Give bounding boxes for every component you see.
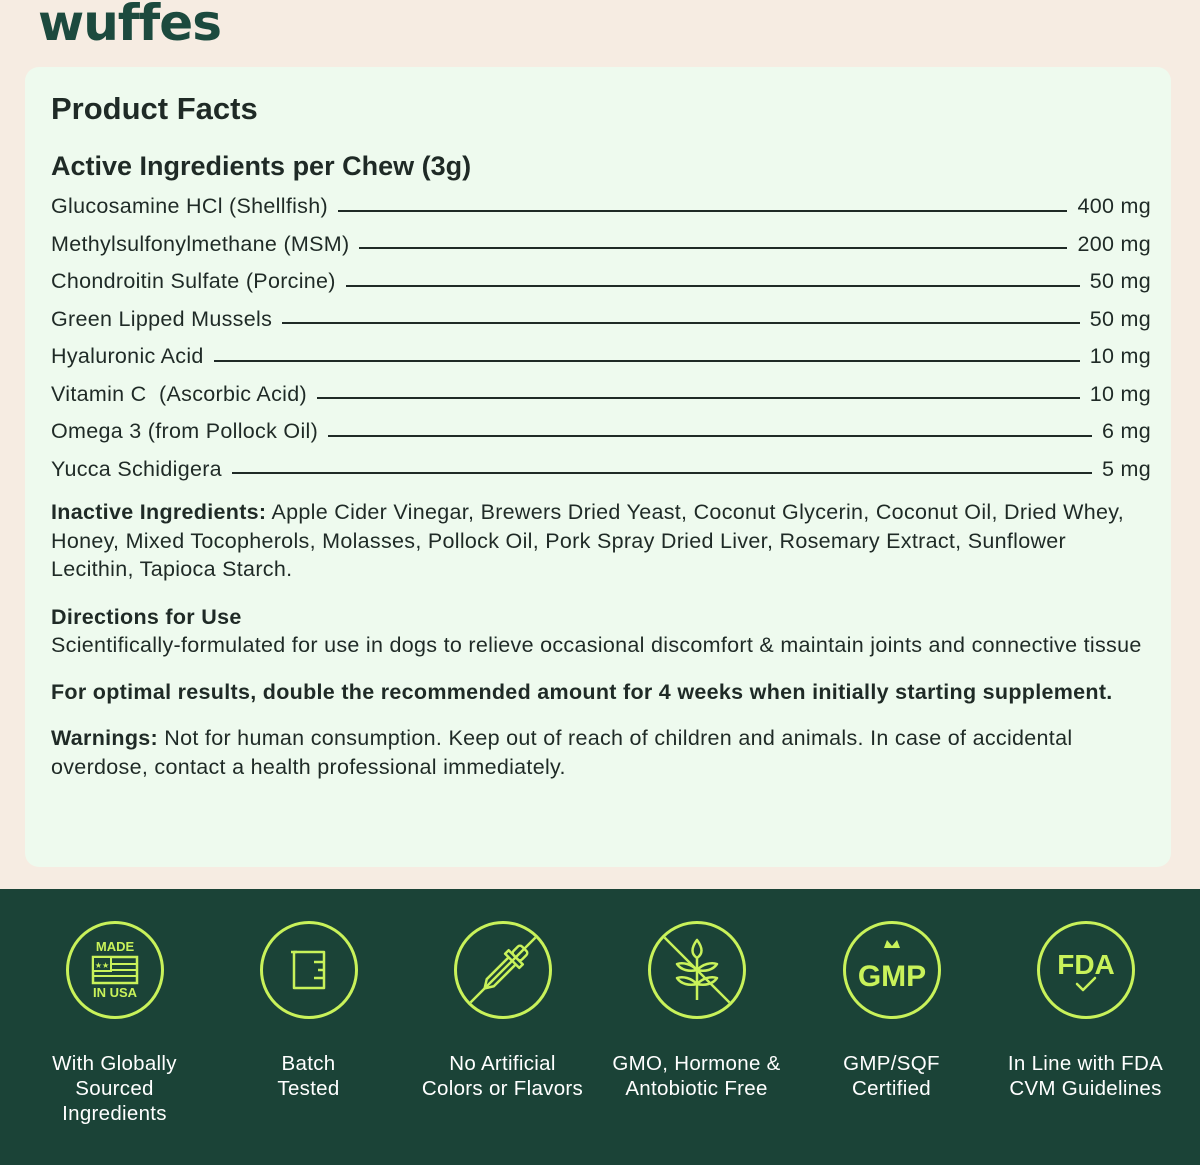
- brand-logo: wuffes: [38, 0, 221, 52]
- warnings: [51, 724, 1151, 781]
- ingredient-name: Chondroitin Sulfate (Porcine): [51, 269, 336, 294]
- wheat-crossed-icon: [648, 921, 746, 1019]
- gmp-icon-text: GMP: [857, 960, 926, 993]
- page-title: Product Facts: [51, 91, 258, 126]
- fda-icon-text: FDA: [1056, 949, 1115, 980]
- leader-line: [282, 322, 1080, 324]
- ingredient-name: Omega 3 (from Pollock Oil): [51, 419, 319, 444]
- ingredient-list: [51, 188, 1151, 488]
- leader-line: [328, 435, 1092, 437]
- badge-label-line: With Globally: [52, 1052, 177, 1075]
- inactive-ingredients-text: Apple Cider Vinegar, Brewers Dried Yeast, Coconut Glycerin, Coconut Oil, Dried Whey, Honey, Mixed Tocopherols, Molasses, Pollock Oil, Pork Spray Dried Liver, Rosemary Extract, Sunflower Lecithin, Tapioca Starch.: [51, 500, 1125, 581]
- fda-check-icon: [1037, 921, 1135, 1019]
- dropper-crossed-icon: [454, 921, 552, 1019]
- badge-label: [599, 1051, 794, 1101]
- ingredient-name: Hyaluronic Acid: [51, 344, 204, 369]
- leader-line: [317, 397, 1080, 399]
- gmp-crown-icon: [843, 921, 941, 1019]
- inactive-ingredients-label: Inactive Ingredients:: [51, 500, 267, 524]
- ingredient-amount: 50 mg: [1089, 269, 1151, 294]
- leader-line: [346, 285, 1080, 287]
- beaker-icon: [260, 921, 358, 1019]
- badge-label-line: Ingredients: [62, 1102, 167, 1125]
- ingredient-amount: 10 mg: [1089, 344, 1151, 369]
- ingredient-amount: 10 mg: [1089, 381, 1151, 406]
- badge-label-line: In Line with FDA: [1007, 1052, 1164, 1075]
- badge-label: [17, 1051, 212, 1126]
- badge-label-line: Antobiotic Free: [625, 1077, 768, 1100]
- inactive-ingredients: [51, 498, 1151, 584]
- badge-label-line: CVM Guidelines: [1009, 1077, 1162, 1100]
- leader-line: [338, 210, 1068, 212]
- badge-no-artificial: [405, 921, 600, 1101]
- badge-label-line: No Artificial: [449, 1052, 556, 1075]
- ingredient-row: [51, 263, 1151, 301]
- ingredient-amount: 6 mg: [1102, 419, 1151, 444]
- badge-made-in-usa: [17, 921, 212, 1126]
- optimal-results-note: For optimal results, double the recommended amount for 4 weeks when initially starting supplement.: [51, 679, 1113, 704]
- badges-band: [0, 889, 1200, 1165]
- ingredient-name: Vitamin C (Ascorbic Acid): [51, 381, 307, 406]
- ingredient-amount: 400 mg: [1077, 194, 1151, 219]
- ingredient-row: [51, 376, 1151, 414]
- badge-gmo-free: [599, 921, 794, 1101]
- badge-label: [794, 1051, 989, 1101]
- badge-label: [988, 1051, 1183, 1101]
- ingredient-amount: 5 mg: [1102, 456, 1151, 481]
- ingredient-amount: 50 mg: [1089, 306, 1151, 331]
- badge-batch-tested: [211, 921, 406, 1101]
- usa-badge-bottom-text: IN USA: [92, 985, 137, 1000]
- product-facts-card: [25, 67, 1171, 867]
- ingredient-name: Green Lipped Mussels: [51, 306, 273, 331]
- ingredient-name: Methylsulfonylmethane (MSM): [51, 231, 350, 256]
- leader-line: [214, 360, 1080, 362]
- leader-line: [232, 472, 1092, 474]
- badge-label-line: Tested: [277, 1077, 340, 1100]
- ingredient-row: [51, 451, 1151, 489]
- directions-heading: Directions for Use: [51, 604, 242, 629]
- directions-text: Scientifically-formulated for use in dogs to relieve occasional discomfort & maintain joints and connective tissue: [51, 633, 1142, 657]
- warnings-label: Warnings:: [51, 726, 159, 750]
- ingredient-name: Yucca Schidigera: [51, 456, 222, 481]
- ingredient-row: [51, 413, 1151, 451]
- badge-fda: [988, 921, 1183, 1101]
- usa-badge-top-text: MADE: [95, 939, 134, 954]
- ingredient-row: [51, 301, 1151, 339]
- ingredient-row: [51, 226, 1151, 264]
- badge-label-line: GMP/SQF: [843, 1052, 940, 1075]
- badge-label-line: Certified: [851, 1077, 932, 1100]
- badge-label-line: GMO, Hormone &: [612, 1052, 781, 1075]
- badge-label: [211, 1051, 406, 1101]
- active-ingredients-heading: Active Ingredients per Chew (3g): [51, 151, 472, 181]
- ingredient-name: Glucosamine HCl (Shellfish): [51, 194, 328, 219]
- svg-text:★★: ★★: [94, 961, 109, 970]
- badge-label: [405, 1051, 600, 1101]
- ingredient-row: [51, 188, 1151, 226]
- leader-line: [359, 247, 1067, 249]
- badge-label-line: Colors or Flavors: [421, 1077, 584, 1100]
- badge-gmp: [794, 921, 989, 1101]
- badge-label-line: Sourced: [75, 1077, 154, 1100]
- usa-flag-icon: [66, 921, 164, 1019]
- warnings-text: Not for human consumption. Keep out of reach of children and animals. In case of accidental overdose, contact a health professional immediately.: [51, 726, 1073, 779]
- ingredient-row: [51, 338, 1151, 376]
- ingredient-amount: 200 mg: [1077, 231, 1151, 256]
- badge-label-line: Batch: [281, 1052, 336, 1075]
